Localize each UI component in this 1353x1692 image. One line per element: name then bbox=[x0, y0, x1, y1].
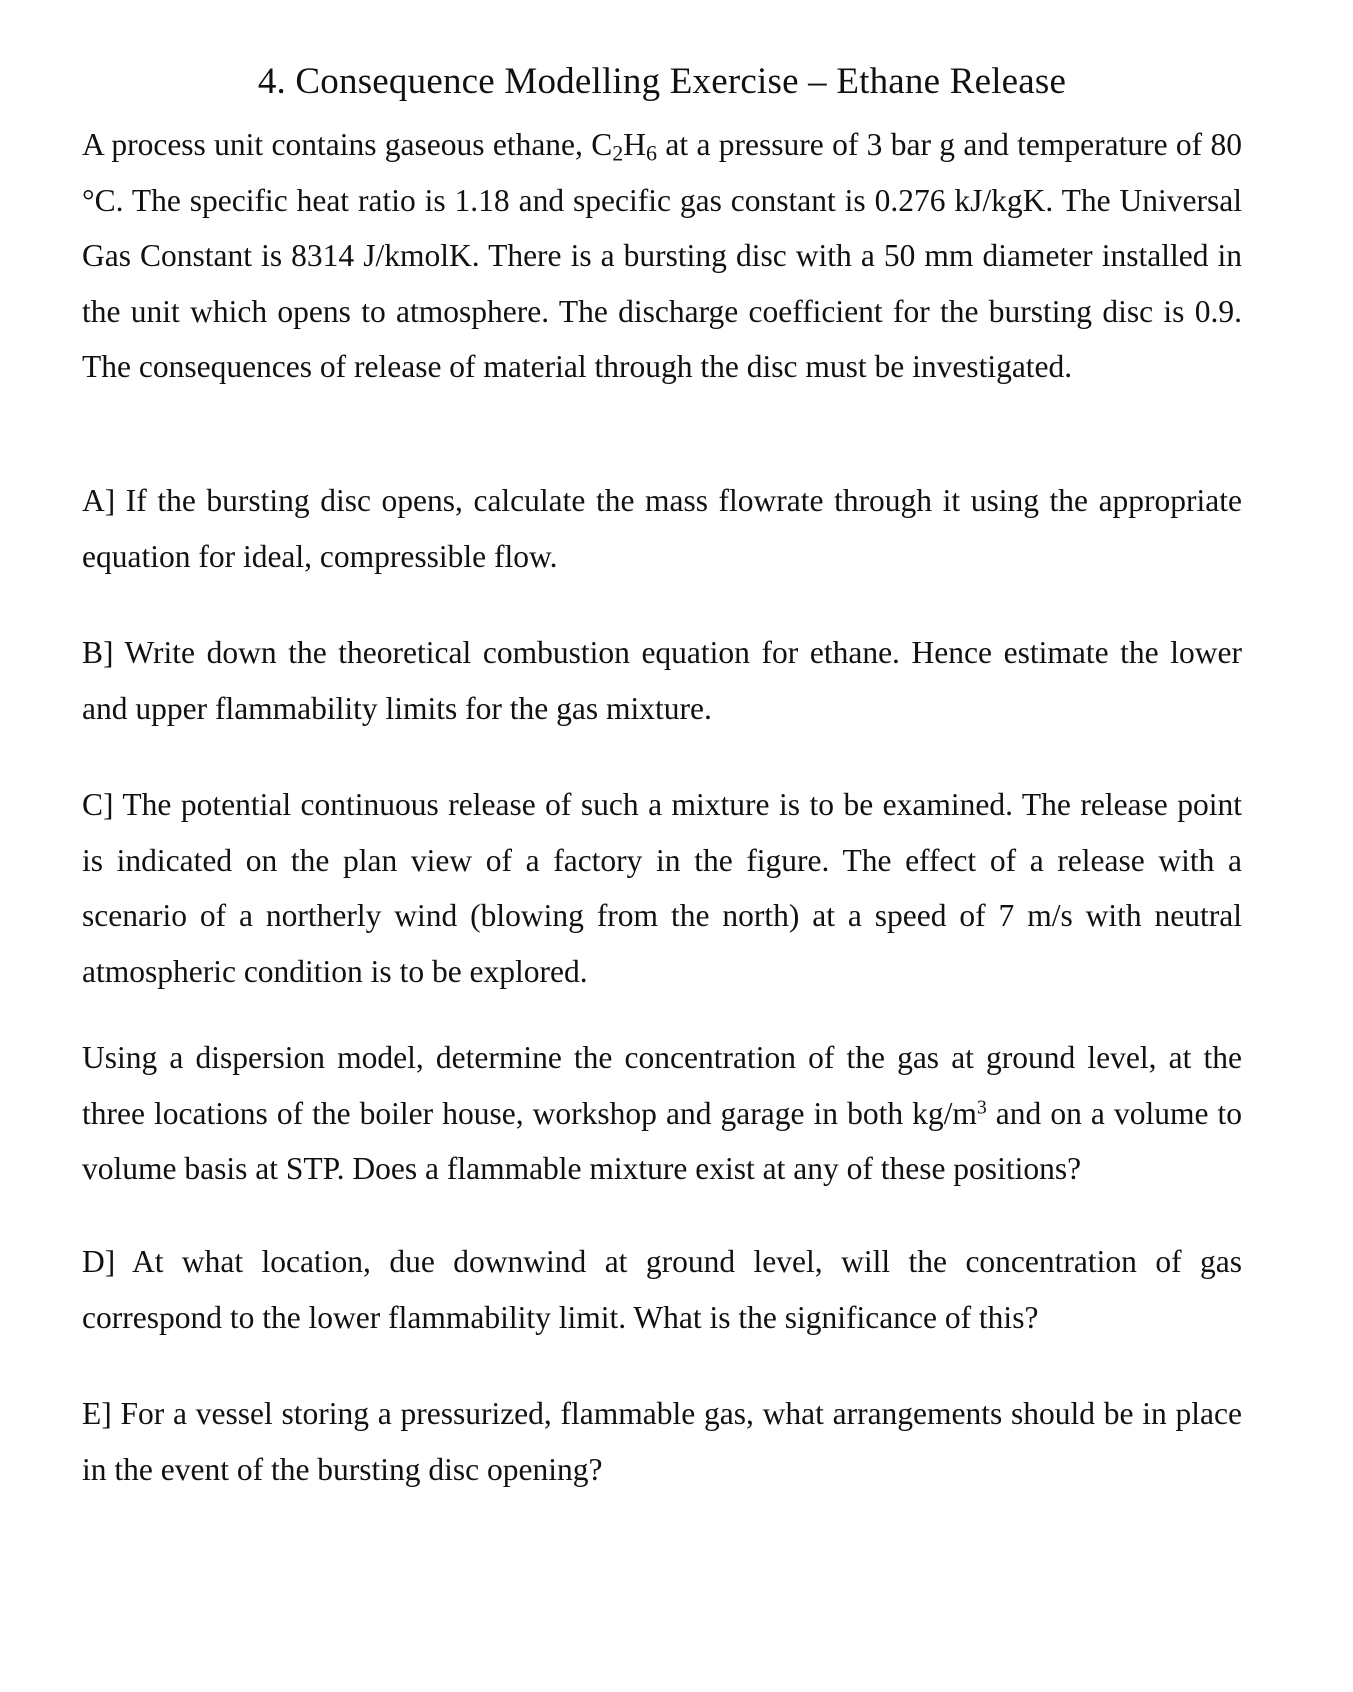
intro-text-3: at a pressure of 3 bar g and temperature of 80 °C. The specific heat ratio is 1.18 and specific gas constant is 0.276 kJ/kgK. The Universal Gas Constant is 8314 J/kmolK. There is a bursting disc with a 50 mm diameter installed in the unit which opens to atmosphere. The discharge coefficient for the bursting disc is 0.9. The consequences of release of material through the disc must be investigated. bbox=[82, 127, 1242, 384]
subscript-2: 2 bbox=[612, 140, 624, 166]
question-c-dispersion bbox=[82, 1030, 1242, 1197]
intro-paragraph bbox=[82, 117, 1242, 395]
question-e: E] For a vessel storing a pressurized, flammable gas, what arrangements should be in place in the event of the bursting disc opening? bbox=[82, 1396, 1242, 1487]
subscript-6: 6 bbox=[646, 140, 658, 166]
question-a: A] If the bursting disc opens, calculate the mass flowrate through it using the appropriate equation for ideal, compressible flow. bbox=[82, 483, 1242, 574]
superscript-3: 3 bbox=[976, 1096, 987, 1118]
dispersion-text-1: Using a dispersion model, determine the concentration of the gas at ground level, at the three locations of the boiler house, workshop and garage in both kg/m bbox=[82, 1040, 1242, 1131]
intro-text-1: A process unit contains gaseous ethane, C bbox=[82, 127, 613, 162]
dispersion-text-2: and on a volume to volume basis at STP. Does a flammable mixture exist at any of these positions? bbox=[82, 1095, 1242, 1186]
question-d: D] At what location, due downwind at ground level, will the concentration of gas correspond to the lower flammability limit. What is the significance of this? bbox=[82, 1244, 1242, 1335]
exercise-title: 4. Consequence Modelling Exercise – Ethane Release bbox=[257, 61, 1067, 102]
question-b: B] Write down the theoretical combustion equation for ethane. Hence estimate the lower and upper flammability limits for the gas mixture. bbox=[82, 635, 1242, 726]
question-c: C] The potential continuous release of such a mixture is to be examined. The release point is indicated on the plan view of a factory in the figure. The effect of a release with a scenario of a northerly wind (blowing from the north) at a speed of 7 m/s with neutral atmospheric condition is to be explored. bbox=[82, 787, 1242, 989]
intro-text-2: H bbox=[623, 127, 647, 162]
